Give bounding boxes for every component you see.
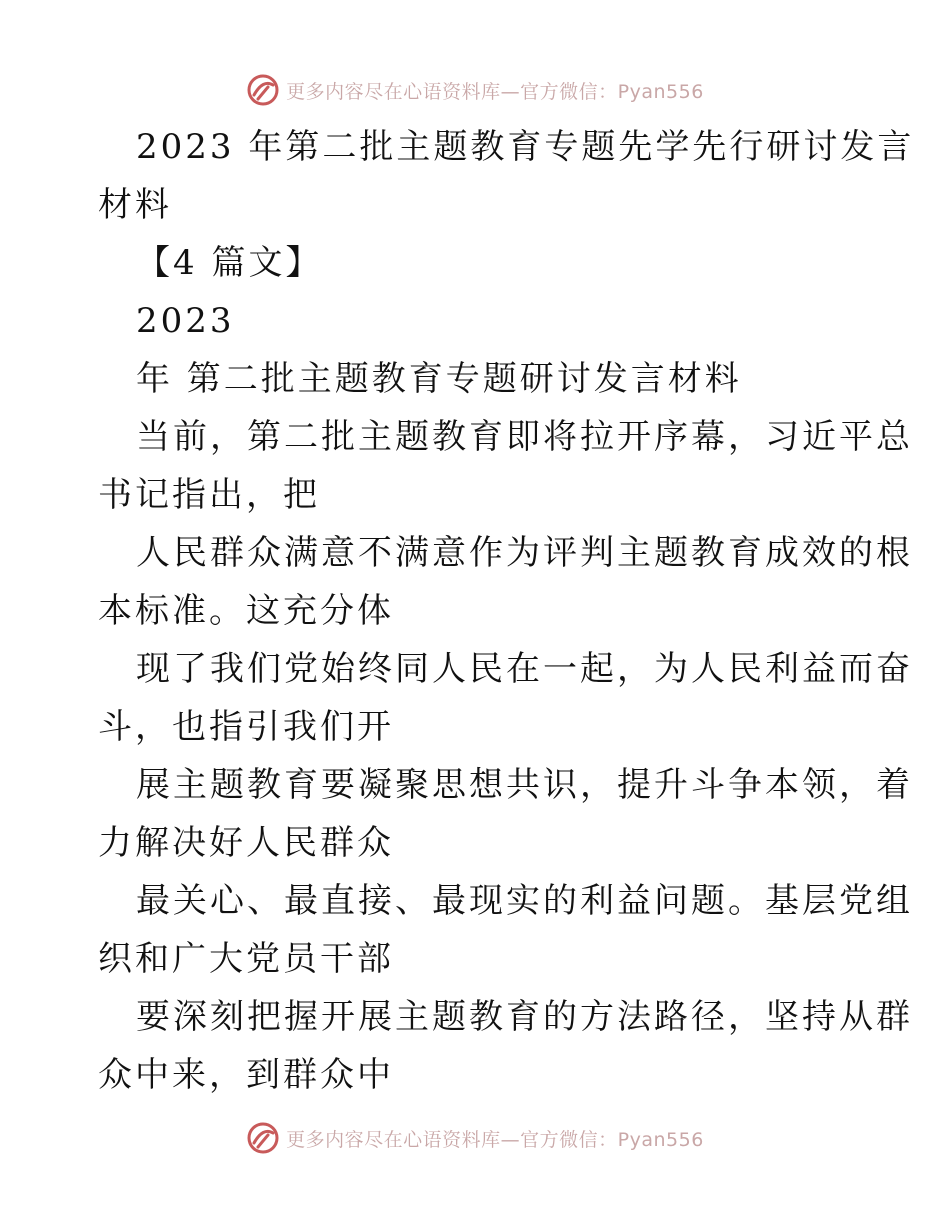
footer-banner-text: 更多内容尽在心语资料库—官方微信：Pyan556 — [286, 1128, 704, 1151]
document-line: 织和广大党员干部 — [98, 939, 394, 979]
xinyu-logo-icon — [246, 73, 280, 107]
document-line: 展主题教育要凝聚思想共识，提升斗争本领，着 — [136, 765, 913, 805]
document-line: 力解决好人民群众 — [98, 823, 394, 863]
document-line: 2023 — [136, 301, 235, 341]
document-line: 要深刻把握开展主题教育的方法路径，坚持从群 — [136, 997, 913, 1037]
xinyu-logo-icon — [246, 1121, 280, 1155]
document-line: 【4 篇文】 — [136, 243, 323, 283]
footer-watermark — [246, 1121, 704, 1155]
document-line: 现了我们党始终同人民在一起，为人民利益而奋 — [136, 649, 913, 689]
header-watermark — [246, 73, 704, 107]
document-line: 最关心、最直接、最现实的利益问题。基层党组 — [136, 881, 913, 921]
document-body — [98, 118, 915, 1104]
footer-banner — [0, 1118, 950, 1158]
header-banner — [0, 70, 950, 110]
document-line: 书记指出，把 — [98, 475, 320, 515]
document-line: 年 第二批主题教育专题研讨发言材料 — [136, 359, 742, 399]
document-line: 斗，也指引我们开 — [98, 707, 394, 747]
document-line: 材料 — [98, 185, 172, 225]
header-banner-text: 更多内容尽在心语资料库—官方微信：Pyan556 — [286, 80, 704, 103]
document-line: 人民群众满意不满意作为评判主题教育成效的根 — [136, 533, 913, 573]
document-line: 2023 年第二批主题教育专题先学先行研讨发言 — [136, 127, 915, 167]
document-line: 当前，第二批主题教育即将拉开序幕，习近平总 — [136, 417, 913, 457]
document-line: 本标准。这充分体 — [98, 591, 394, 631]
document-line: 众中来，到群众中 — [98, 1055, 394, 1095]
